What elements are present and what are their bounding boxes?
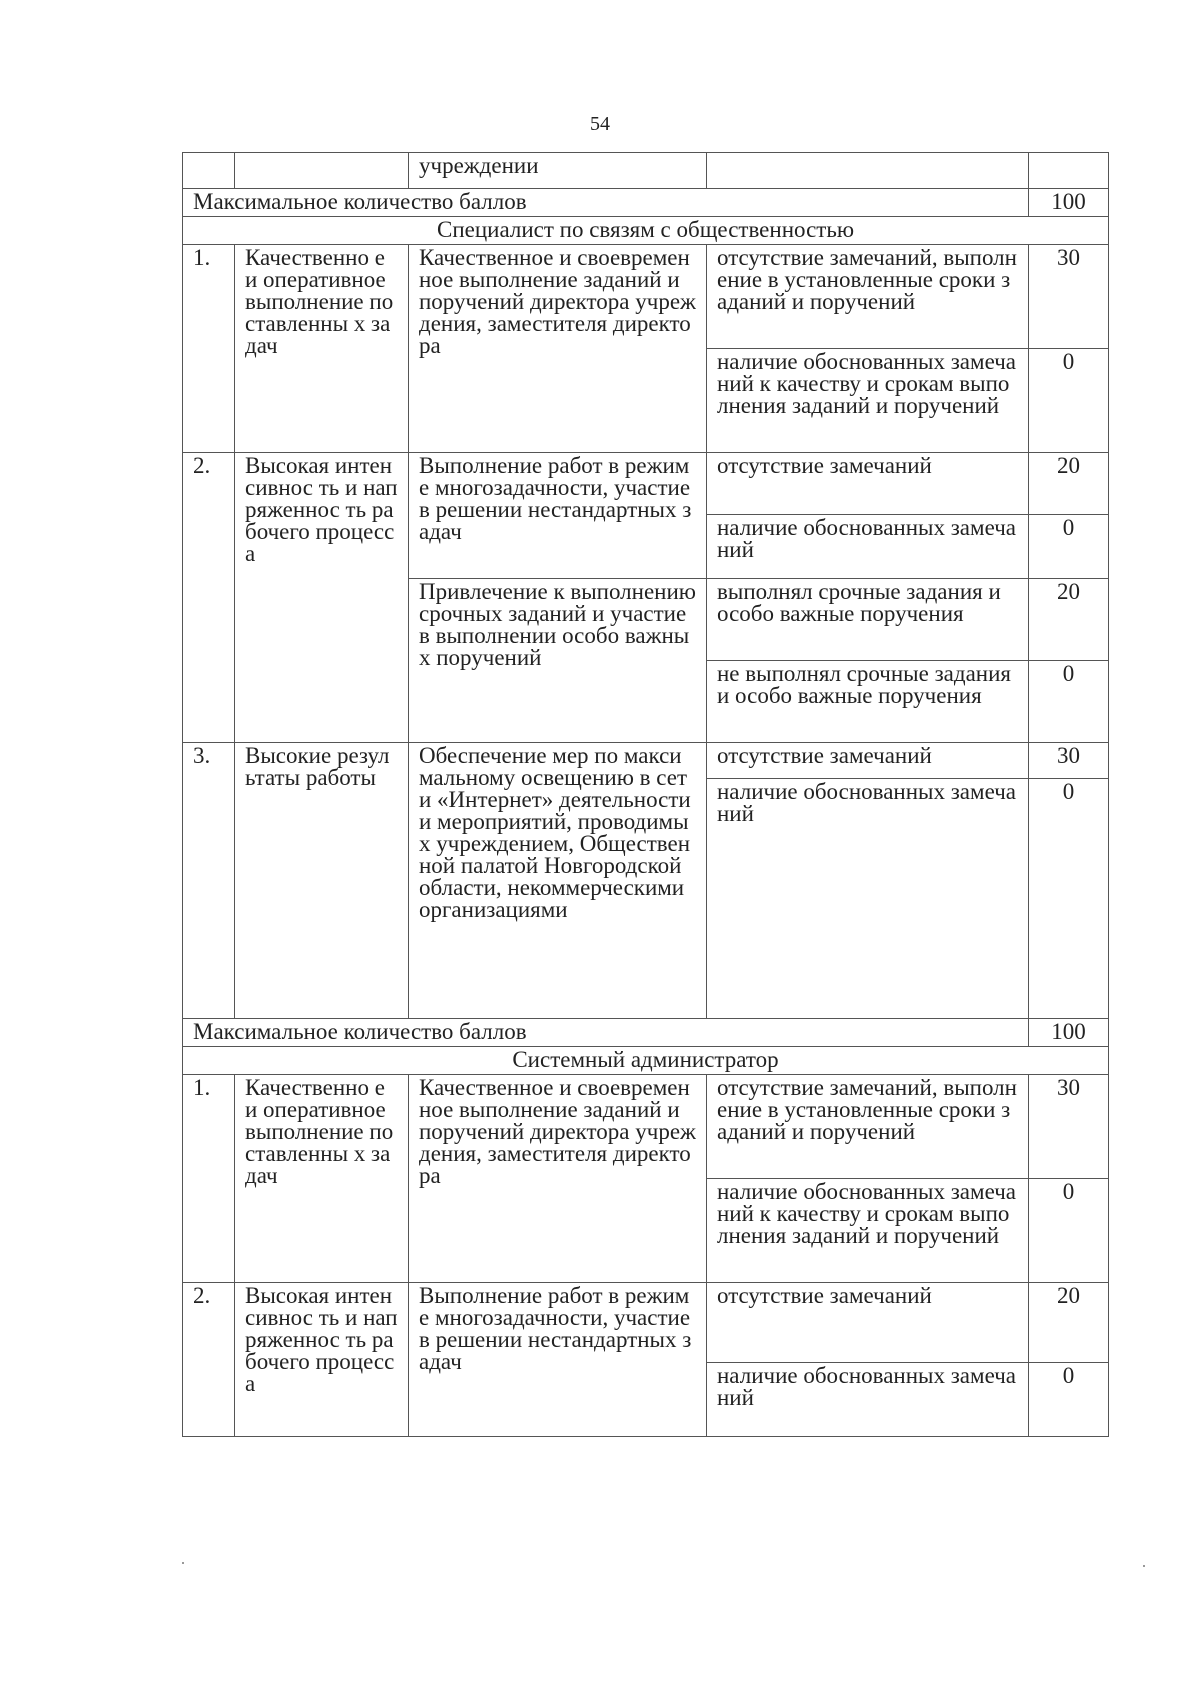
continuation-indicator-cell (235, 153, 409, 189)
score-cell: 20 (1029, 1283, 1109, 1363)
max-points-value: 100 (1029, 1019, 1109, 1047)
condition-cell: отсутствие замечаний, выполнение в установленные сроки заданий и поручений (707, 245, 1029, 349)
criteria-cell: Обеспечение мер по максимальному освещению в сети «Интернет» деятельности и мероприятий, проводимых учреждением, Общественной палатой Новгородской области, некоммерческими организациями (409, 743, 707, 1019)
section-title: Специалист по связям с общественностью (183, 217, 1109, 245)
row-number: 2. (183, 453, 235, 743)
score-cell: 0 (1029, 515, 1109, 579)
indicator-cell: Высокая интенсивнос ть и напряженнос ть рабочего процесса (235, 1283, 409, 1437)
score-cell: 0 (1029, 661, 1109, 743)
indicator-cell: Качественно е и оперативное выполнение поставленны х задач (235, 1075, 409, 1283)
table-row (183, 1075, 1109, 1179)
max-points-row (183, 1019, 1109, 1047)
condition-cell: наличие обоснованных замечаний к качеству и срокам выполнения заданий и поручений (707, 349, 1029, 453)
score-cell: 0 (1029, 779, 1109, 1019)
criteria-cell: Привлечение к выполнению срочных заданий и участие в выполнении особо важных поручений (409, 579, 707, 743)
criteria-cell: Качественное и своевременное выполнение заданий и поручений директора учреждения, заместителя директора (409, 1075, 707, 1283)
condition-cell: отсутствие замечаний (707, 1283, 1029, 1363)
row-number: 3. (183, 743, 235, 1019)
table-row (183, 1283, 1109, 1363)
max-points-label: Максимальное количество баллов (183, 189, 1029, 217)
score-cell: 0 (1029, 1179, 1109, 1283)
table-row (183, 743, 1109, 779)
indicator-cell: Высокая интенсивнос ть и напряженнос ть рабочего процесса (235, 453, 409, 743)
section-title: Системный администратор (183, 1047, 1109, 1075)
scan-speck (182, 1562, 184, 1564)
condition-cell: отсутствие замечаний (707, 453, 1029, 515)
table-row (183, 453, 1109, 515)
max-points-label: Максимальное количество баллов (183, 1019, 1029, 1047)
indicator-cell: Качественно е и оперативное выполнение поставленны х задач (235, 245, 409, 453)
max-points-value: 100 (1029, 189, 1109, 217)
row-number: 2. (183, 1283, 235, 1437)
row-number: 1. (183, 245, 235, 453)
section-header-row (183, 1047, 1109, 1075)
indicator-cell: Высокие результаты работы (235, 743, 409, 1019)
condition-cell: не выполнял срочные задания и особо важные поручения (707, 661, 1029, 743)
page-number: 54 (590, 113, 610, 135)
score-cell: 30 (1029, 743, 1109, 779)
score-cell: 30 (1029, 1075, 1109, 1179)
continuation-criteria-cell: учреждении (409, 153, 707, 189)
section-header-row (183, 217, 1109, 245)
condition-cell: наличие обоснованных замечаний (707, 779, 1029, 1019)
max-points-row (183, 189, 1109, 217)
score-cell: 20 (1029, 579, 1109, 661)
row-number: 1. (183, 1075, 235, 1283)
criteria-cell: Выполнение работ в режиме многозадачности, участие в решении нестандартных задач (409, 1283, 707, 1437)
score-cell: 20 (1029, 453, 1109, 515)
condition-cell: наличие обоснованных замечаний к качеству и срокам выполнения заданий и поручений (707, 1179, 1029, 1283)
condition-cell: выполнял срочные задания и особо важные поручения (707, 579, 1029, 661)
continuation-score-cell (1029, 153, 1109, 189)
scan-speck (1143, 1565, 1145, 1567)
condition-cell: отсутствие замечаний, выполнение в установленные сроки заданий и поручений (707, 1075, 1029, 1179)
condition-cell: наличие обоснованных замечаний (707, 1363, 1029, 1437)
continuation-num-cell (183, 153, 235, 189)
score-cell: 0 (1029, 349, 1109, 453)
condition-cell: наличие обоснованных замечаний (707, 515, 1029, 579)
continuation-row (183, 153, 1109, 189)
table-row (183, 245, 1109, 349)
score-cell: 0 (1029, 1363, 1109, 1437)
condition-cell: отсутствие замечаний (707, 743, 1029, 779)
continuation-condition-cell (707, 153, 1029, 189)
evaluation-criteria-table (182, 152, 1109, 1437)
criteria-cell: Качественное и своевременное выполнение заданий и поручений директора учреждения, заместителя директора (409, 245, 707, 453)
score-cell: 30 (1029, 245, 1109, 349)
criteria-cell: Выполнение работ в режиме многозадачности, участие в решении нестандартных задач (409, 453, 707, 579)
